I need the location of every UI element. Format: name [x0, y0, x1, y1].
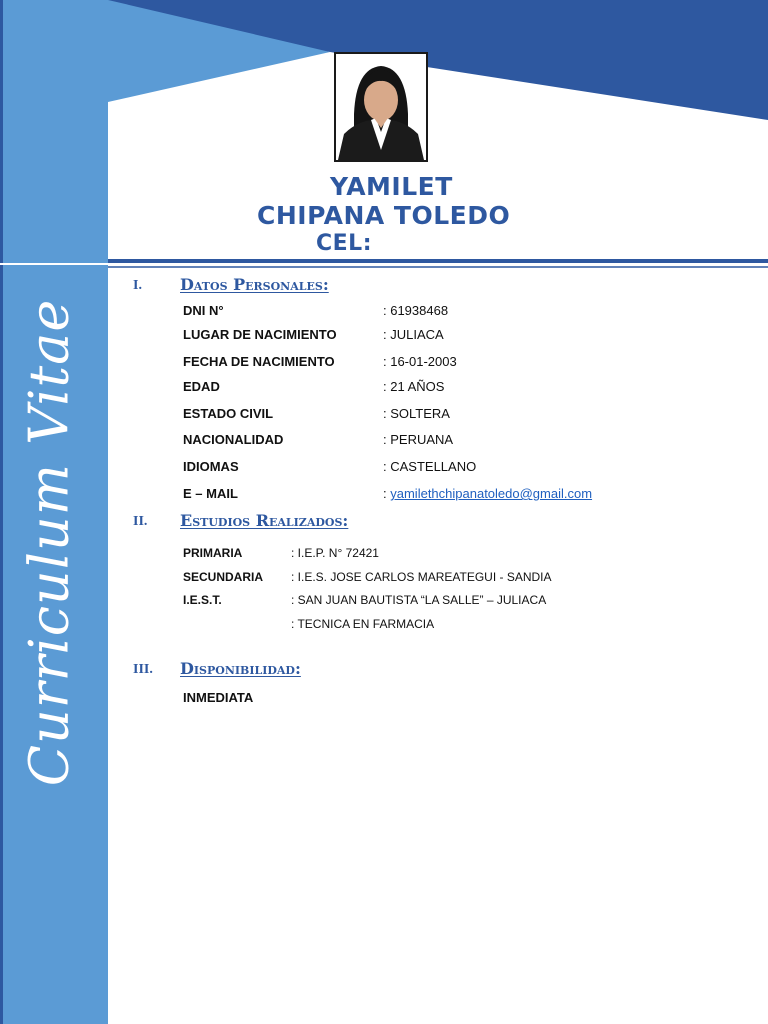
- study-value-career: : TECNICA EN FARMACIA: [291, 617, 435, 631]
- field-label-dni: DNI N°: [183, 303, 224, 318]
- section-number-studies: II.: [133, 514, 148, 529]
- email-colon: :: [383, 486, 387, 501]
- field-value-email: [383, 486, 592, 501]
- field-value-marital-status: : SOLTERA: [383, 406, 450, 421]
- email-link[interactable]: yamilethchipanatoledo@gmail.com: [390, 486, 593, 501]
- study-label-iest: I.E.S.T.: [183, 593, 222, 607]
- field-value-birthplace: : JULIACA: [383, 327, 444, 342]
- field-label-email: E – MAIL: [183, 486, 238, 501]
- name-line-1: YAMILET: [330, 172, 453, 201]
- field-value-languages: : CASTELLANO: [383, 459, 477, 474]
- study-label-primary: PRIMARIA: [183, 546, 243, 560]
- availability-value: INMEDIATA: [183, 690, 254, 705]
- study-value-primary: : I.E.P. N° 72421: [291, 546, 379, 560]
- study-value-iest: : SAN JUAN BAUTISTA “LA SALLE” – JULIACA: [291, 593, 547, 607]
- field-value-birthdate: : 16-01-2003: [383, 354, 457, 369]
- field-label-age: EDAD: [183, 379, 220, 394]
- field-value-age: : 21 AÑOS: [383, 379, 445, 394]
- study-label-secondary: SECUNDARIA: [183, 570, 264, 584]
- name-line-2: CHIPANA TOLEDO: [257, 201, 511, 230]
- avatar: [336, 54, 426, 160]
- field-label-nationality: NACIONALIDAD: [183, 432, 284, 447]
- study-value-secondary: : I.E.S. JOSE CARLOS MAREATEGUI - SANDIA: [291, 570, 552, 584]
- field-value-dni: : 61938468: [383, 303, 449, 318]
- field-label-marital-status: ESTADO CIVIL: [183, 406, 274, 421]
- field-label-birthplace: LUGAR DE NACIMIENTO: [183, 327, 337, 342]
- sidebar-vertical-title: [0, 262, 98, 822]
- section-title-personal: Datos Personales:: [180, 275, 329, 294]
- field-label-birthdate: FECHA DE NACIMIENTO: [183, 354, 335, 369]
- section-title-availability: Disponibilidad:: [180, 659, 301, 678]
- field-label-languages: IDIOMAS: [183, 459, 239, 474]
- curriculum-vitae-title: Curriculum Vitae: [17, 298, 81, 786]
- cel-label: CEL:: [316, 231, 372, 256]
- section-number-availability: III.: [133, 662, 153, 677]
- section-number-personal: I.: [133, 278, 142, 293]
- field-value-nationality: : PERUANA: [383, 432, 454, 447]
- section-title-studies: Estudios Realizados:: [180, 511, 349, 530]
- profile-photo: [334, 52, 428, 162]
